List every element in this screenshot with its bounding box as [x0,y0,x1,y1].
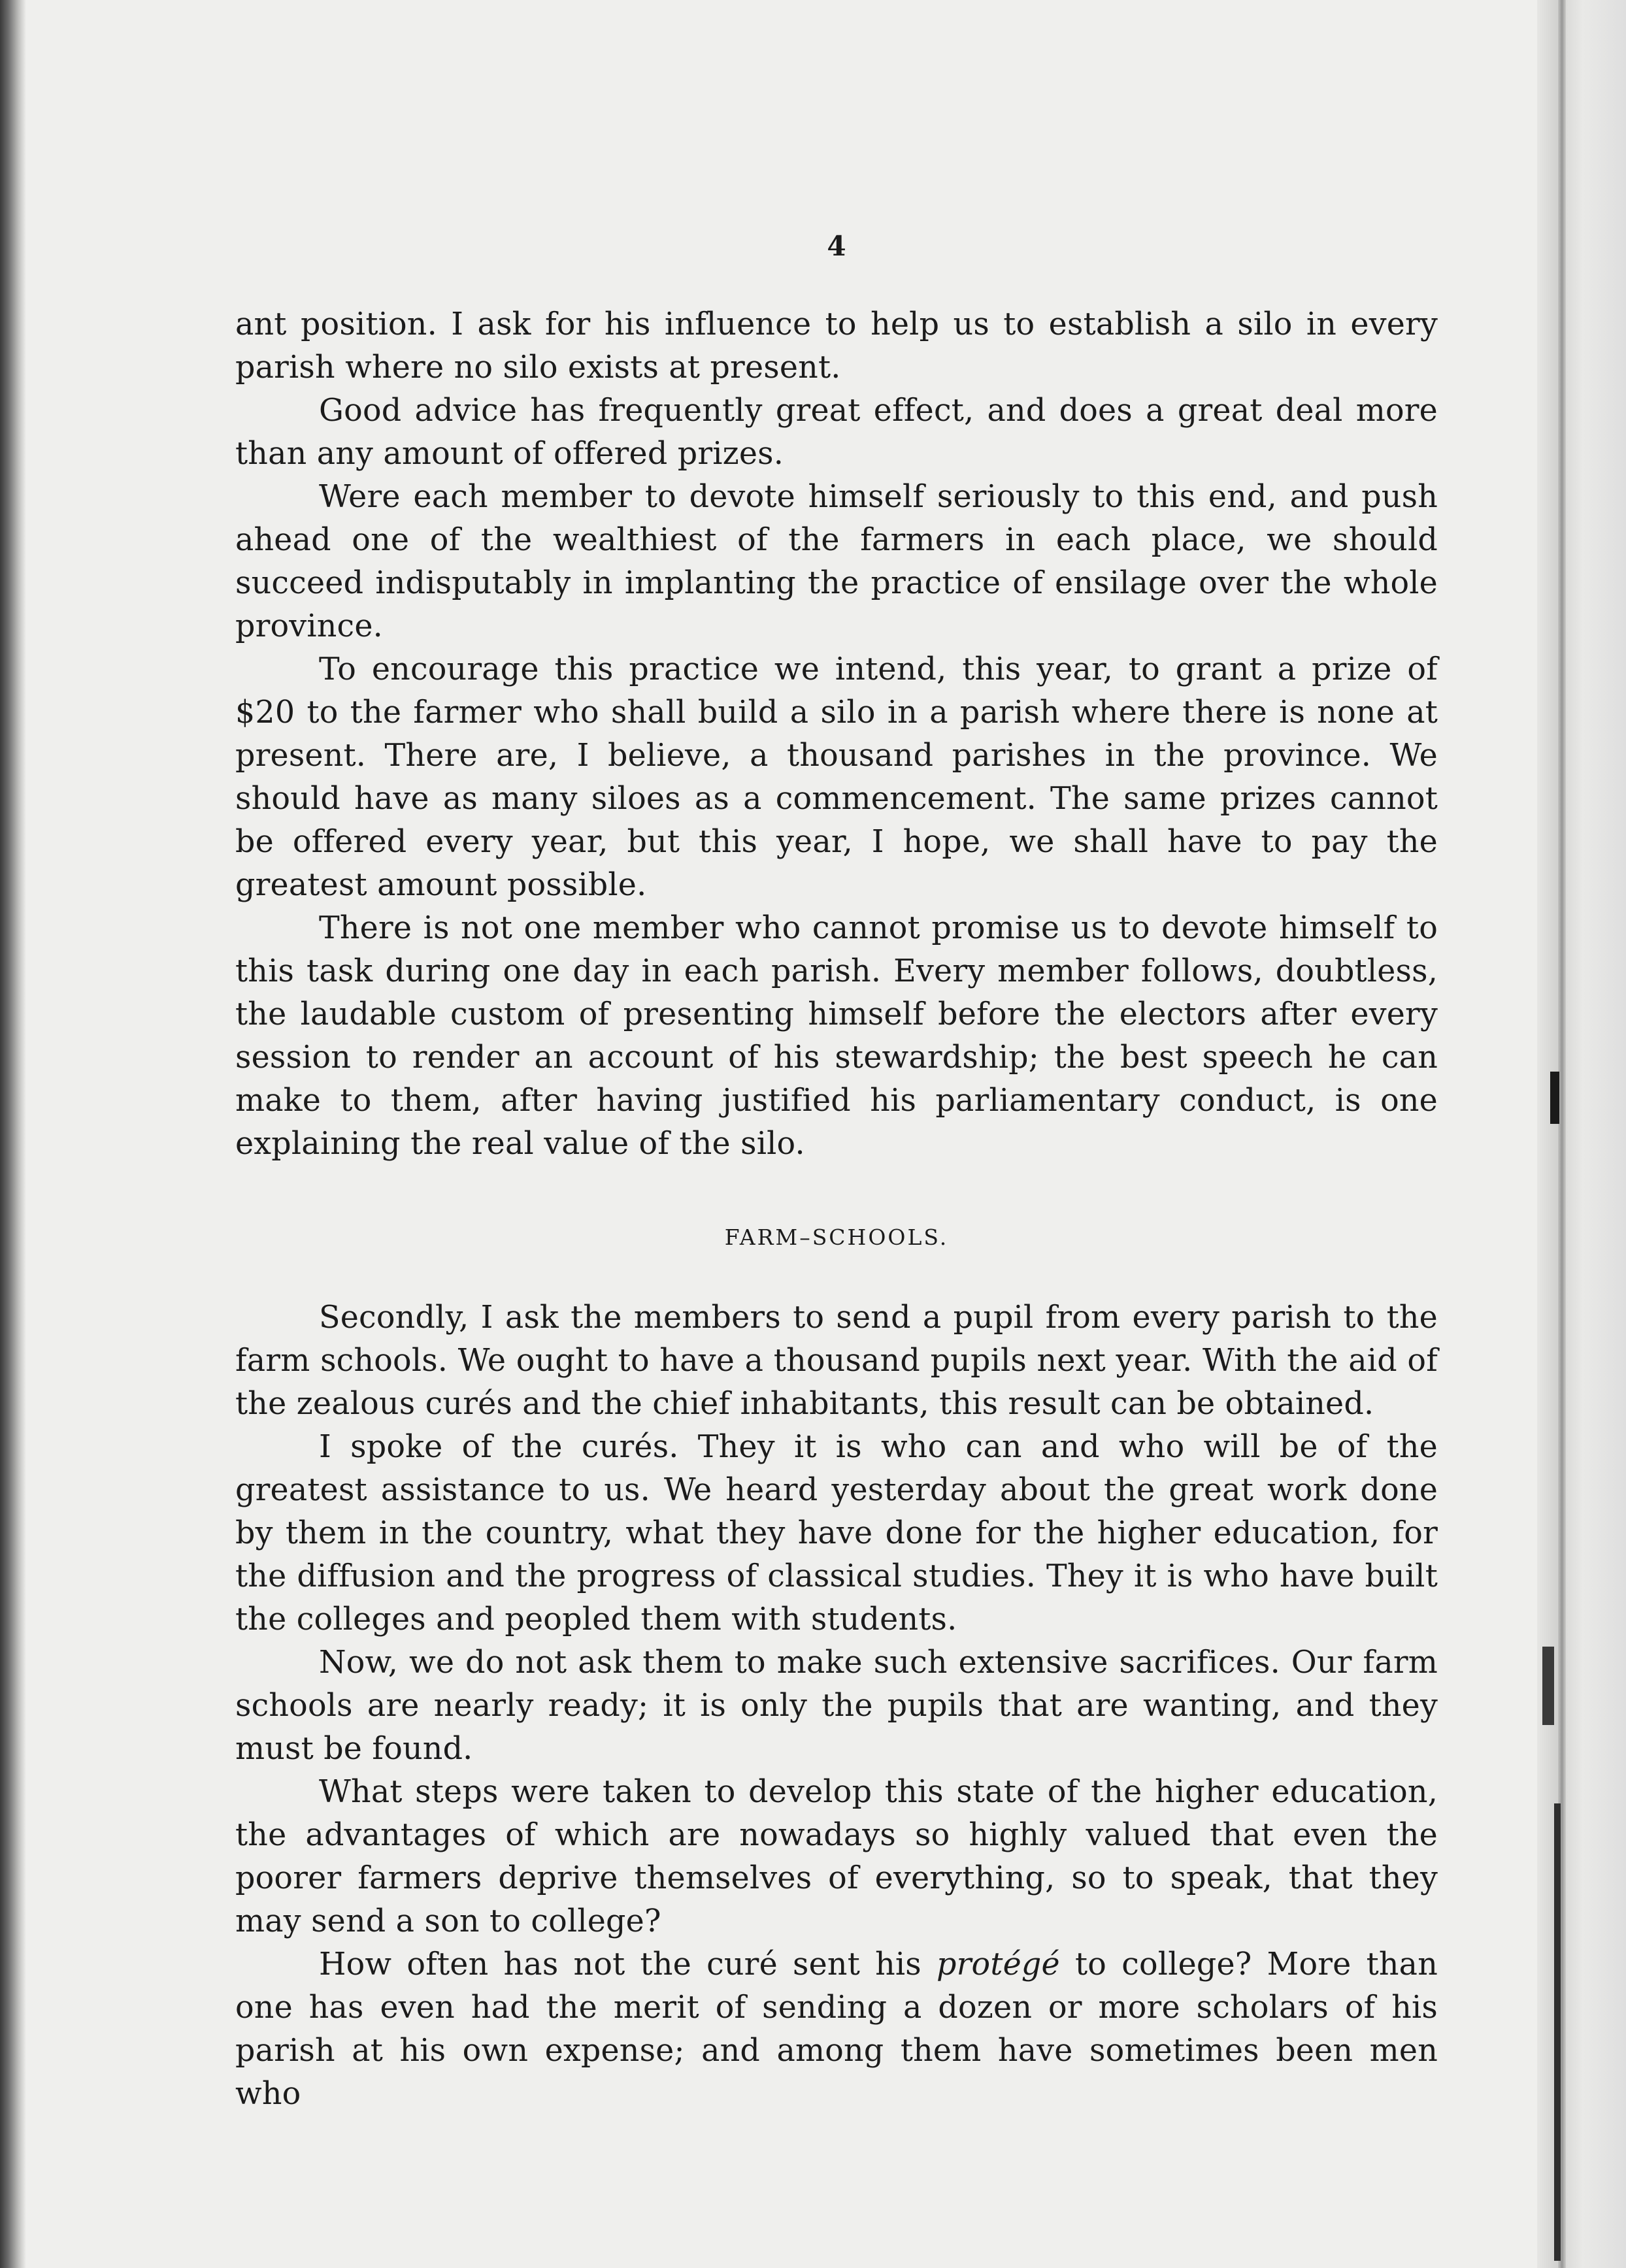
paragraph-text: to college? More than one has even had the merit of sending a dozen or more scholars of his parish at his own expense; and among them have sometimes been men who [235,1947,1438,2112]
italic-word: protégé [937,1947,1060,1982]
document-body [235,229,1438,2112]
paragraph: To encourage this practice we intend, this year, to grant a prize of $20 to the farmer who shall build a silo in a parish where there is none at present. There are, I believe, a thousand parishes in the province. We should have as many siloes as a commencement. The same prizes cannot be offered every year, but this year, I hope, we shall have to pay the greatest amount possible. [235,651,1438,903]
paragraph-with-italic [235,1943,1438,2116]
edge-tear-mark [1550,1072,1559,1124]
edge-tear-mark [1542,1647,1554,1725]
section-heading: FARM–SCHOOLS. [724,1224,949,1250]
text-block-before-heading [235,303,1438,1166]
text-block-after-heading [235,1296,1438,2116]
page-left-edge-shadow [0,0,26,2268]
paragraph-text: How often has not the curé sent his [319,1947,937,1982]
paragraph: ant position. I ask for his influence to help us to establish a silo in every parish where no silo exists at present. [235,306,1438,386]
edge-tear-mark [1554,1803,1561,2261]
paragraph: What steps were taken to develop this state of the higher education, the advantages of which are nowadays so highly valued that even the poorer farmers deprive themselves of everything, so to speak, that they may send a son to college? [235,1774,1438,1939]
page-right-edge-strip [1537,0,1626,2268]
paragraph: Now, we do not ask them to make such extensive sacrifices. Our farm schools are nearly ready; it is only the pupils that are wanting, and they must be found. [235,1645,1438,1767]
paragraph: Secondly, I ask the members to send a pupil from every parish to the farm schools. We ought to have a thousand pupils next year. With the aid of the zealous curés and the chief inhabitants, this result can be obtained. [235,1300,1438,1422]
page-number: 4 [827,230,846,262]
paragraph: Good advice has frequently great effect, and does a great deal more than any amount of offered prizes. [235,393,1438,472]
paragraph: There is not one member who cannot promise us to devote himself to this task during one day in each parish. Every member follows, doubtless, the laudable custom of presenting himself before the electors after every session to render an account of his stewardship; the best speech he can make to them, after having justified his parliamentary conduct, is one explaining the real value of the silo. [235,910,1438,1162]
paragraph: Were each member to devote himself seriously to this end, and push ahead one of the wealthiest of the farmers in each place, we should succeed indisputably in implanting the practice of ensilage over the whole province. [235,479,1438,644]
paragraph: I spoke of the curés. They it is who can and who will be of the greatest assistance to us. We heard yesterday about the great work done by them in the country, what they have done for the higher education, for the diffusion and the progress of classical studies. They it is who have built the colleges and peopled them with students. [235,1429,1438,1637]
